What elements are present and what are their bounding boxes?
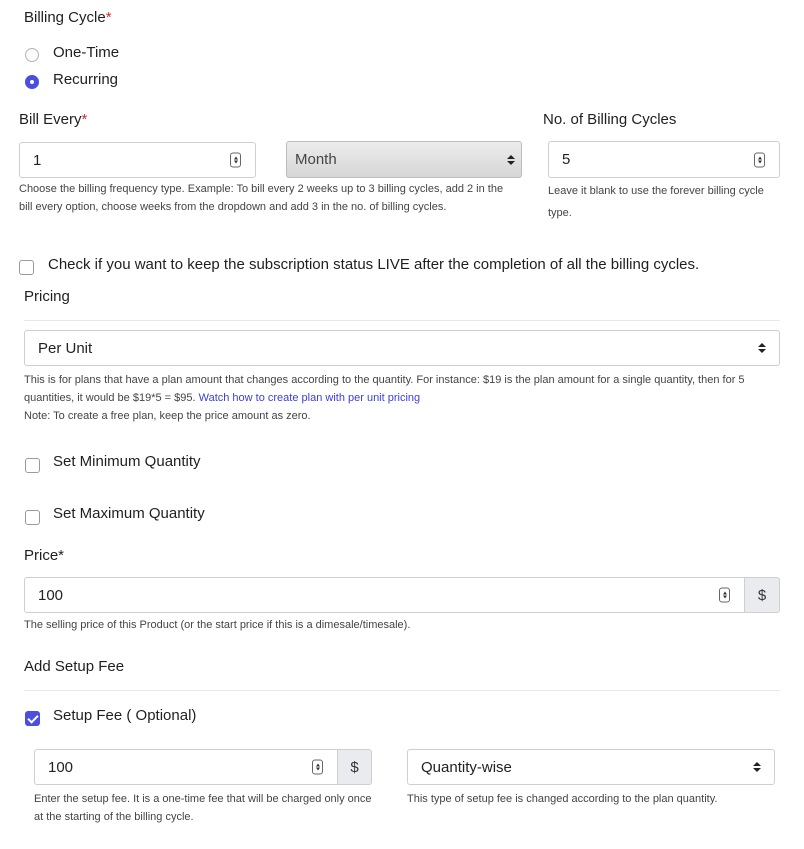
min-quantity-checkbox[interactable]	[25, 458, 40, 473]
setup-fee-type-select[interactable]	[407, 749, 775, 785]
radio-recurring-label[interactable]: Recurring	[53, 71, 119, 88]
pricing-model-value: Per Unit	[38, 339, 93, 357]
pricing-divider	[24, 320, 780, 321]
keep-live-label[interactable]: Check if you want to keep the subscription status LIVE after the completion of all the billing cycles.	[48, 256, 700, 273]
setup-fee-currency-addon: $	[338, 749, 372, 785]
keep-live-checkbox[interactable]	[19, 260, 34, 275]
select-arrows-icon	[507, 155, 515, 165]
price-value: 100	[38, 586, 64, 604]
bill-every-help: Choose the billing frequency type. Example: To bill every 2 weeks up to 3 billing cycles, add 2 in the bill every option, choose weeks from the dropdown and add 3 in the no. of billing cycles.	[19, 183, 504, 213]
billing-cycles-help: Leave it blank to use the forever billing cycle type.	[548, 185, 764, 219]
price-label: Price*	[24, 547, 65, 564]
bill-every-value: 1	[33, 151, 42, 169]
number-spinner-icon[interactable]	[754, 152, 765, 167]
setup-fee-type-help: This type of setup fee is changed according to the plan quantity.	[407, 793, 718, 805]
setup-fee-value: 100	[48, 758, 74, 776]
setup-fee-divider	[24, 690, 780, 691]
bill-every-unit-select[interactable]	[286, 141, 522, 178]
max-quantity-checkbox[interactable]	[25, 510, 40, 525]
price-input[interactable]	[24, 577, 745, 613]
setup-fee-heading: Add Setup Fee	[24, 658, 125, 675]
price-currency-addon: $	[745, 577, 780, 613]
pricing-heading: Pricing	[24, 288, 70, 305]
number-spinner-icon[interactable]	[230, 153, 241, 168]
per-unit-pricing-link[interactable]: Watch how to create plan with per unit pricing	[198, 392, 421, 404]
setup-fee-checkbox[interactable]	[25, 711, 40, 726]
price-help: The selling price of this Product (or the start price if this is a dimesale/timesale).	[24, 619, 411, 631]
radio-recurring[interactable]	[25, 75, 39, 89]
select-arrows-icon	[758, 343, 766, 353]
pricing-help	[24, 371, 784, 425]
pricing-model-select[interactable]	[24, 330, 780, 366]
number-spinner-icon[interactable]	[312, 760, 323, 775]
radio-one-time-label[interactable]: One-Time	[53, 44, 120, 61]
radio-one-time[interactable]	[25, 48, 39, 62]
select-arrows-icon	[753, 762, 761, 772]
billing-cycles-value: 5	[562, 151, 571, 168]
billing-cycle-label: Billing Cycle*	[24, 9, 112, 26]
billing-cycles-label: No. of Billing Cycles	[543, 111, 677, 128]
bill-every-label: Bill Every*	[19, 111, 88, 128]
setup-fee-help: Enter the setup fee. It is a one-time fee that will be charged only once at the starting of the billing cycle.	[34, 793, 372, 823]
bill-every-unit-value: Month	[295, 151, 337, 168]
billing-cycles-input[interactable]	[548, 141, 780, 178]
number-spinner-icon[interactable]	[719, 588, 730, 603]
setup-fee-input[interactable]	[34, 749, 338, 785]
setup-fee-type-value: Quantity-wise	[421, 758, 512, 776]
setup-fee-checkbox-label[interactable]: Setup Fee ( Optional)	[53, 707, 197, 724]
max-quantity-label[interactable]: Set Maximum Quantity	[53, 505, 205, 522]
min-quantity-label[interactable]: Set Minimum Quantity	[53, 453, 201, 470]
bill-every-input[interactable]	[19, 142, 256, 178]
pricing-note: Note: To create a free plan, keep the price amount as zero.	[24, 410, 311, 422]
pricing-help-text: This is for plans that have a plan amount that changes according to the quantity. For instance: $19 is the plan amount for a single quantity, then for 5 quantities, it would be $19*5 = $95.	[24, 374, 745, 404]
